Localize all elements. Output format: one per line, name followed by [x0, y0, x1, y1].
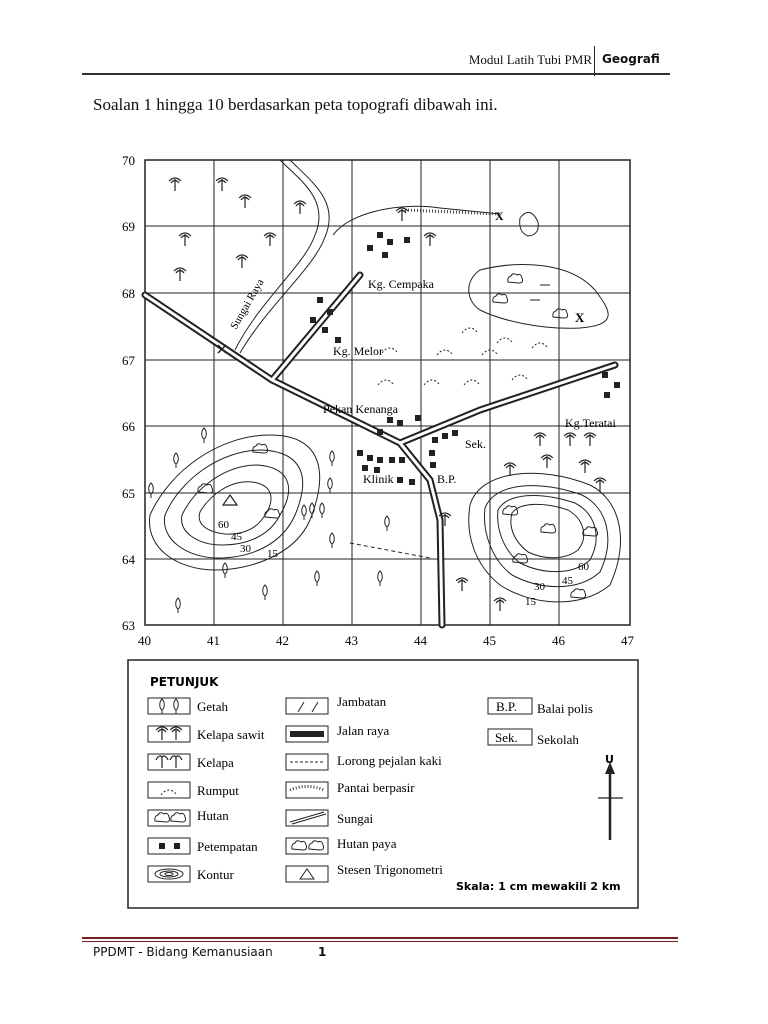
- page-header: [0, 0, 768, 80]
- scale-text: Skala: 1 cm mewakili 2 km: [456, 880, 621, 893]
- header-rule: [82, 73, 670, 75]
- east-contour-60: 60: [578, 561, 589, 573]
- legend-title: PETUNJUK: [150, 675, 219, 689]
- legend-pantai: Pantai berpasir: [337, 780, 415, 795]
- north-arrow: [598, 762, 623, 840]
- river-bank-1: [235, 160, 319, 350]
- easting-47: 47: [621, 633, 634, 648]
- legend-stesen: Stesen Trigonometri: [337, 862, 443, 877]
- legend-rumput: Rumput: [197, 783, 239, 798]
- west-contour-labels: [218, 519, 279, 560]
- legend-hutan: Hutan: [197, 808, 229, 823]
- easting-44: 44: [414, 633, 427, 648]
- legend-column-1: [148, 698, 190, 882]
- trig-station-icon: [223, 495, 237, 505]
- river-label: Sungai Raya: [228, 277, 267, 332]
- west-contour-45: 45: [231, 531, 242, 543]
- page-number: 1: [318, 945, 327, 959]
- legend-hutan-paya: Hutan paya: [337, 836, 397, 851]
- legend-sungai: Sungai: [337, 811, 374, 826]
- subject-title: Geografi: [602, 52, 660, 66]
- label-balai-polis: B.P.: [437, 472, 457, 486]
- legend-lorong: Lorong pejalan kaki: [337, 753, 442, 768]
- legend-kelapa-sawit: Kelapa sawit: [197, 727, 265, 742]
- legend-column-3-labels: [495, 699, 593, 747]
- legend-sek-box: Sek.: [495, 730, 518, 745]
- east-contour-labels: [525, 561, 590, 608]
- map-frame: [145, 160, 630, 625]
- west-hill-forest-2: [265, 509, 280, 518]
- footer-rule-thin: [82, 941, 678, 942]
- question-text: Soalan 1 hingga 10 berdasarkan peta topografi dibawah ini.: [93, 95, 498, 114]
- northing-69: 69: [122, 219, 135, 234]
- west-contour-60: 60: [218, 519, 229, 531]
- label-kg-melor: Kg. Melor: [333, 344, 383, 358]
- easting-labels: [138, 633, 635, 648]
- northing-labels: [122, 153, 136, 633]
- legend-column-2: [286, 698, 328, 882]
- label-kg-teratai: Kg.Teratai: [565, 416, 616, 430]
- topographic-map: [100, 140, 660, 915]
- legend-balai-polis: Balai polis: [537, 701, 593, 716]
- rubber-symbols: [149, 428, 390, 613]
- northing-63: 63: [122, 618, 135, 633]
- swamp-forest-symbols: [493, 274, 568, 318]
- west-hill-forest: [253, 444, 268, 453]
- label-sekolah: Sek.: [465, 437, 486, 451]
- header-separator: [594, 46, 595, 76]
- easting-41: 41: [207, 633, 220, 648]
- main-roads: [145, 275, 615, 625]
- marker-x-east: X: [575, 310, 585, 325]
- legend-bp-box: B.P.: [496, 699, 517, 714]
- easting-40: 40: [138, 633, 151, 648]
- east-hill-forest: [503, 506, 598, 598]
- east-contour-45: 45: [562, 575, 573, 587]
- grid-lines: [145, 160, 630, 625]
- northing-64: 64: [122, 552, 135, 567]
- legend-kontur: Kontur: [197, 867, 234, 882]
- northing-68: 68: [122, 286, 135, 301]
- footer-rule-thick: [82, 937, 678, 939]
- label-klinik: Klinik: [363, 472, 394, 486]
- legend-column-2-labels: [337, 694, 443, 877]
- pond: [520, 212, 539, 236]
- easting-46: 46: [552, 633, 565, 648]
- legend-jalan-raya: Jalan raya: [337, 723, 390, 738]
- legend-column-1-labels: [197, 699, 265, 882]
- main-roads-fill: [145, 275, 615, 625]
- northing-70: 70: [122, 153, 135, 168]
- easting-45: 45: [483, 633, 496, 648]
- sandy-beach: [405, 210, 500, 214]
- label-pekan-kenanga: Pekan Kenanga: [323, 402, 398, 416]
- northing-67: 67: [122, 353, 135, 368]
- module-title: Modul Latih Tubi PMR: [468, 52, 592, 67]
- easting-42: 42: [276, 633, 289, 648]
- footpath: [350, 543, 430, 558]
- easting-43: 43: [345, 633, 358, 648]
- legend-getah: Getah: [197, 699, 229, 714]
- legend-sekolah: Sekolah: [537, 732, 579, 747]
- northing-65: 65: [122, 486, 135, 501]
- west-contour-15: 15: [267, 548, 278, 560]
- east-contour-15: 15: [525, 596, 536, 608]
- grass-symbols: [378, 328, 548, 385]
- legend-petempatan: Petempatan: [197, 839, 258, 854]
- label-kg-cempaka: Kg. Cempaka: [368, 277, 434, 291]
- legend-kelapa: Kelapa: [197, 755, 234, 770]
- north-label: U: [605, 753, 614, 766]
- northing-66: 66: [122, 419, 135, 434]
- west-contour-30: 30: [240, 543, 251, 555]
- coastline: [333, 206, 500, 235]
- footer-text: PPDMT - Bidang Kemanusiaan: [93, 945, 273, 959]
- east-contour-30: 30: [534, 581, 545, 593]
- legend-jambatan: Jambatan: [337, 694, 387, 709]
- marker-x-north: X: [495, 209, 504, 223]
